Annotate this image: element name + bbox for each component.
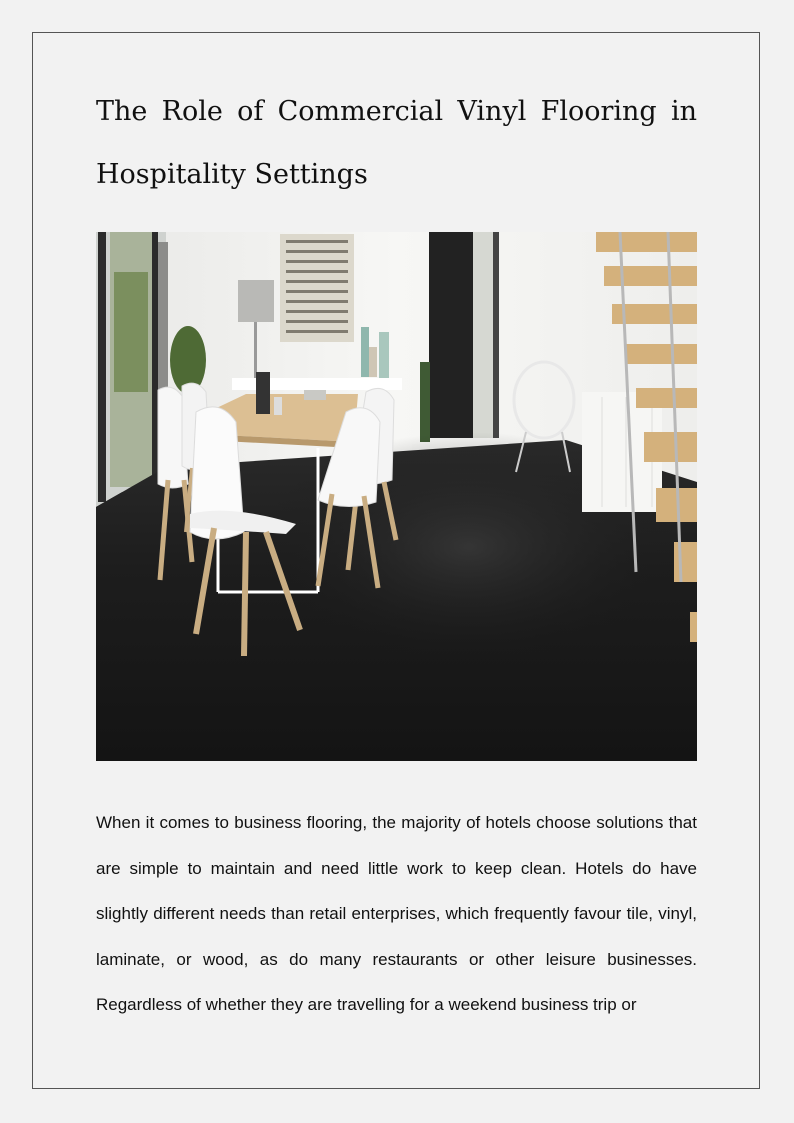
document-title: The Role of Commercial Vinyl Flooring in Hospitality Settings — [96, 96, 697, 190]
interior-photo — [96, 232, 697, 761]
document-body-paragraph: When it comes to business flooring, the majority of hotels choose solutions that are simple to maintain and need little work to keep clean. Hotels do have slightly different needs than retail enterprises, which frequently favour tile, vinyl, laminate, or wood, as do many restaurants or other leisure businesses. Regardless of whether they are travelling for a weekend business trip or — [96, 813, 697, 1015]
